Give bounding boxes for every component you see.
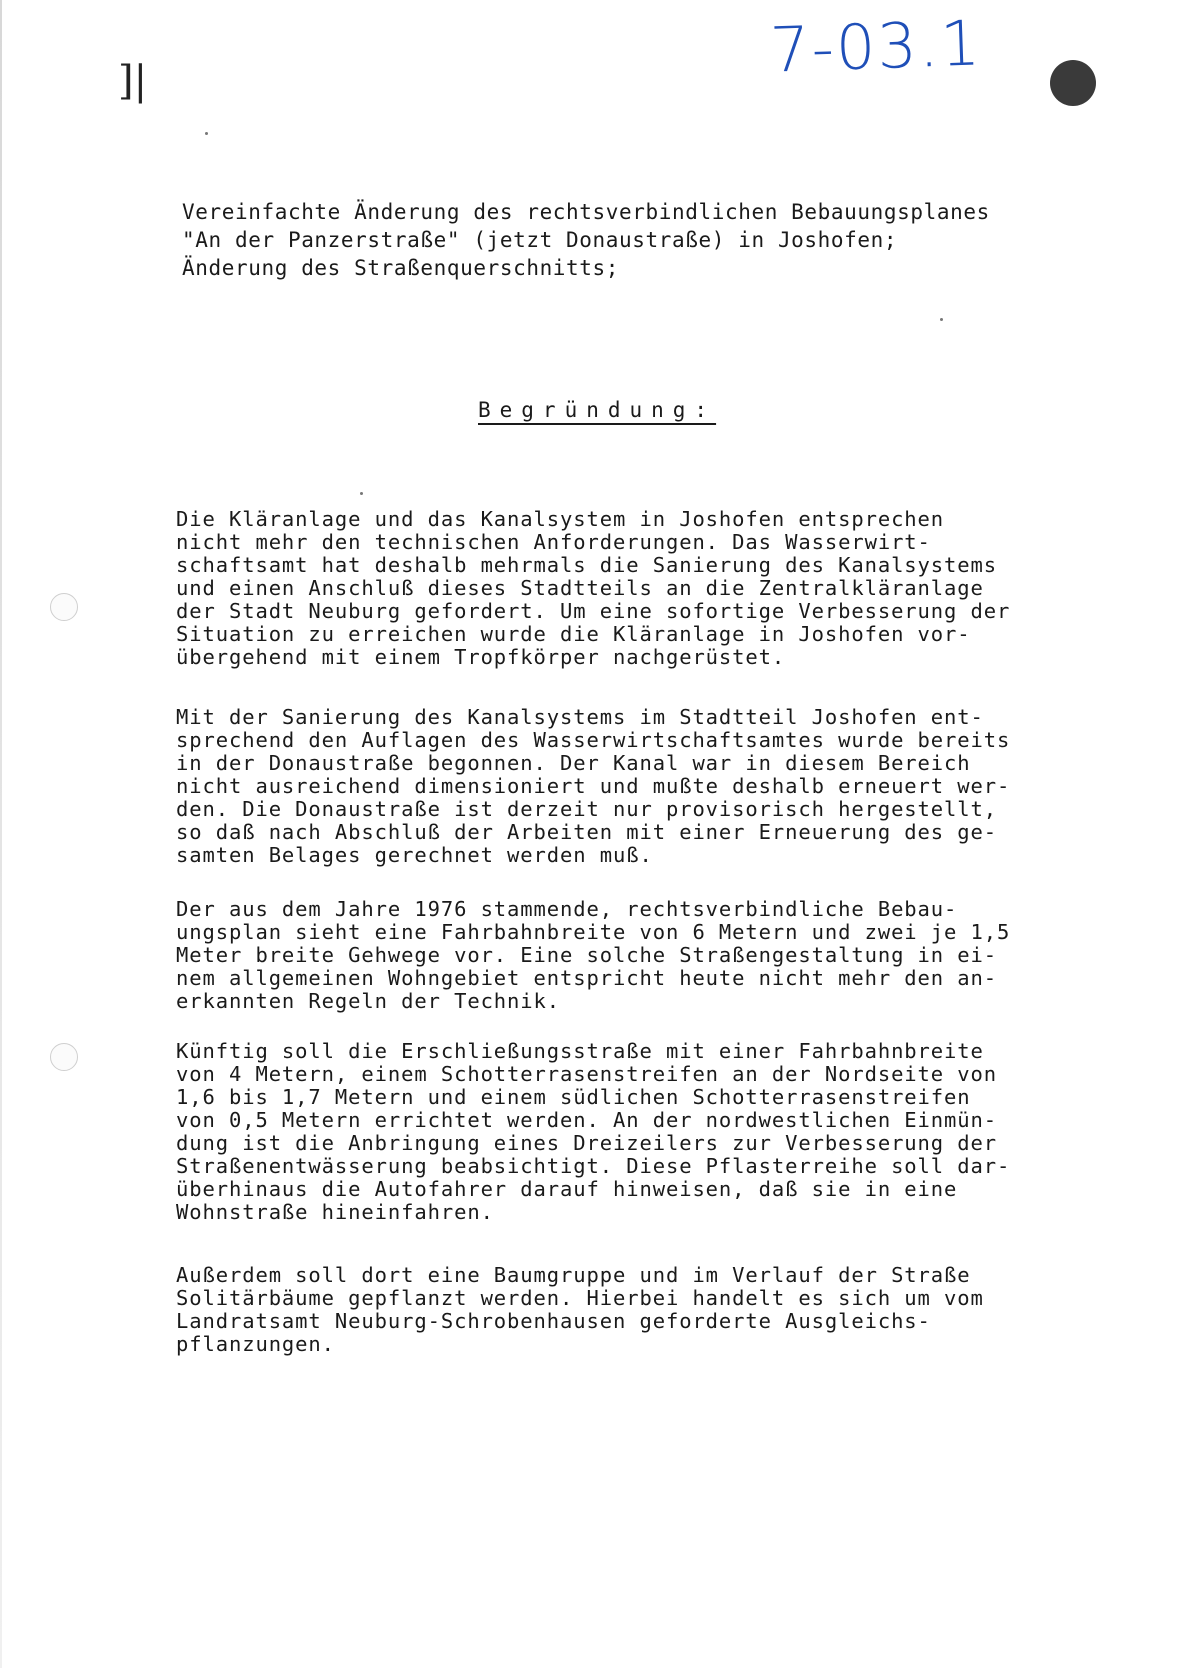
text-line: Solitärbäume gepflanzt werden. Hierbei handelt es sich um vom xyxy=(176,1286,984,1310)
text-line: nicht mehr den technischen Anforderungen. Das Wasserwirt- xyxy=(176,530,931,554)
punch-hole xyxy=(50,1043,78,1071)
section-heading: Begründung: xyxy=(478,398,717,422)
paragraph-4 xyxy=(176,1040,1096,1224)
text-line: Die Kläranlage und das Kanalsystem in Joshofen entsprechen xyxy=(176,507,945,531)
marker-dot xyxy=(1050,60,1096,106)
text-line: Außerdem soll dort eine Baumgruppe und im Verlauf der Straße xyxy=(176,1263,971,1287)
text-line: pflanzungen. xyxy=(176,1332,335,1356)
text-line: ungsplan sieht eine Fahrbahnbreite von 6 Metern und zwei je 1,5 xyxy=(176,920,1011,944)
scan-edge xyxy=(0,0,2,1668)
text-line: Landratsamt Neuburg-Schrobenhausen geforderte Ausgleichs- xyxy=(176,1309,931,1333)
text-line: dung ist die Anbringung eines Dreizeilers zur Verbesserung der xyxy=(176,1131,998,1155)
text-line: und einen Anschluß dieses Stadtteils an die Zentralkläranlage xyxy=(176,576,984,600)
text-line: erkannten Regeln der Technik. xyxy=(176,989,561,1013)
title-line: Änderung des Straßenquerschnitts; xyxy=(182,256,620,280)
document-title xyxy=(182,198,1082,282)
text-line: überhinaus die Autofahrer darauf hinweisen, daß sie in eine xyxy=(176,1177,958,1201)
text-line: in der Donaustraße begonnen. Der Kanal war in diesem Bereich xyxy=(176,751,971,775)
scan-speck xyxy=(205,132,208,135)
paragraph-2 xyxy=(176,706,1096,867)
text-line: nicht ausreichend dimensioniert und mußte deshalb erneuert wer- xyxy=(176,774,1011,798)
scan-speck xyxy=(940,318,943,321)
text-line: samten Belages gerechnet werden muß. xyxy=(176,843,653,867)
title-line: "An der Panzerstraße" (jetzt Donaustraße) in Joshofen; xyxy=(182,228,898,252)
text-line: Der aus dem Jahre 1976 stammende, rechtsverbindliche Bebau- xyxy=(176,897,958,921)
text-line: der Stadt Neuburg gefordert. Um eine sofortige Verbesserung der xyxy=(176,599,1011,623)
text-line: Wohnstraße hineinfahren. xyxy=(176,1200,494,1224)
paragraph-5 xyxy=(176,1264,1096,1356)
text-line: so daß nach Abschluß der Arbeiten mit einer Erneuerung des ge- xyxy=(176,820,998,844)
text-line: sprechend den Auflagen des Wasserwirtschaftsamtes wurde bereits xyxy=(176,728,1011,752)
handwritten-file-number: 7-03.1 xyxy=(768,6,984,87)
punch-hole xyxy=(50,593,78,621)
text-line: nem allgemeinen Wohngebiet entspricht heute nicht mehr den an- xyxy=(176,966,998,990)
text-line: von 0,5 Metern errichtet werden. An der nordwestlichen Einmün- xyxy=(176,1108,998,1132)
text-line: Meter breite Gehwege vor. Eine solche Straßengestaltung in ei- xyxy=(176,943,998,967)
text-line: Mit der Sanierung des Kanalsystems im Stadtteil Joshofen ent- xyxy=(176,705,984,729)
text-line: schaftsamt hat deshalb mehrmals die Sanierung des Kanalsystems xyxy=(176,553,998,577)
text-line: 1,6 bis 1,7 Metern und einem südlichen Schotterrasenstreifen xyxy=(176,1085,971,1109)
text-line: Situation zu erreichen wurde die Kläranlage in Joshofen vor- xyxy=(176,622,971,646)
text-line: Straßenentwässerung beabsichtigt. Diese Pflasterreihe soll dar- xyxy=(176,1154,1011,1178)
paragraph-1 xyxy=(176,508,1096,669)
text-line: Künftig soll die Erschließungsstraße mit einer Fahrbahnbreite xyxy=(176,1039,984,1063)
text-line: den. Die Donaustraße ist derzeit nur provisorisch hergestellt, xyxy=(176,797,998,821)
scan-speck xyxy=(360,492,363,495)
text-line: von 4 Metern, einem Schotterrasenstreifen an der Nordseite von xyxy=(176,1062,998,1086)
title-line: Vereinfachte Änderung des rechtsverbindlichen Bebauungsplanes xyxy=(182,200,990,224)
text-line: übergehend mit einem Tropfkörper nachgerüstet. xyxy=(176,645,786,669)
corner-mark: ]| xyxy=(118,58,148,104)
paragraph-3 xyxy=(176,898,1096,1013)
